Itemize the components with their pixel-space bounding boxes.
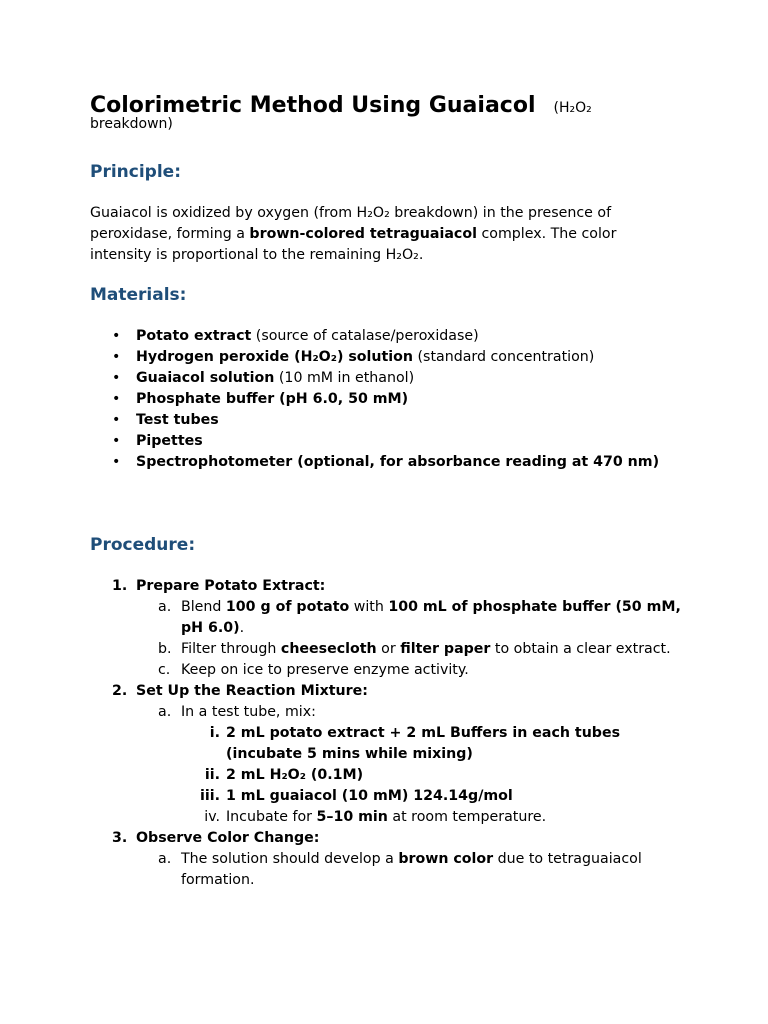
roman-label: iv. <box>204 809 220 825</box>
substep-text: . <box>239 620 245 636</box>
roman-label: iii. <box>200 788 220 804</box>
step-number: 2. <box>112 683 128 699</box>
step-title: Observe Color Change: <box>136 830 320 846</box>
substep-text: due to tetraguaiacol formation. <box>181 851 642 888</box>
bullet-icon: • <box>112 370 121 386</box>
material-name: Guaiacol solution <box>136 370 275 386</box>
procedure-step <box>90 828 690 849</box>
principle-text-2: complex. The color intensity is proportional to the remaining H₂O₂. <box>90 226 617 263</box>
bullet-icon: • <box>112 349 121 365</box>
substep-label: a. <box>158 599 172 615</box>
substep-label: b. <box>158 641 172 657</box>
title-block <box>90 90 690 132</box>
principle-paragraph <box>90 203 670 266</box>
roman-label: i. <box>209 725 220 741</box>
substep-text: The solution should develop a <box>181 851 399 867</box>
substep-text: to obtain a clear extract. <box>490 641 671 657</box>
procedure-step <box>90 576 690 597</box>
substep-bold: 100 mL of phosphate buffer (50 mM, pH 6.0) <box>181 599 681 636</box>
bullet-icon: • <box>112 391 121 407</box>
substep-label: a. <box>158 851 172 867</box>
roman-text: at room temperature. <box>387 809 547 825</box>
bullet-icon: • <box>112 328 121 344</box>
roman-bold: 1 mL guaiacol (10 mM) 124.14g/mol <box>226 788 513 804</box>
material-detail: (source of catalase/peroxidase) <box>251 328 479 344</box>
roman-item <box>90 807 690 828</box>
substep <box>90 660 690 681</box>
material-detail: (10 mM in ethanol) <box>274 370 415 386</box>
principle-heading: Principle: <box>90 162 182 182</box>
procedure-list <box>90 576 690 891</box>
list-item <box>90 389 670 410</box>
material-name: Potato extract <box>136 328 252 344</box>
title-note-continued: breakdown) <box>90 116 173 132</box>
step-title: Prepare Potato Extract: <box>136 578 326 594</box>
list-item <box>90 410 670 431</box>
substep-text: or <box>376 641 401 657</box>
roman-label: ii. <box>204 767 220 783</box>
bullet-icon: • <box>112 433 121 449</box>
substep-label: c. <box>158 662 171 678</box>
list-item <box>90 431 670 452</box>
substep-bold: cheesecloth <box>280 641 377 657</box>
roman-text: Incubate for <box>226 809 317 825</box>
material-name: Phosphate buffer (pH 6.0, 50 mM) <box>136 391 409 407</box>
material-name: Hydrogen peroxide (H₂O₂) solution <box>136 349 414 365</box>
substep-text: In a test tube, mix: <box>181 704 316 720</box>
roman-bold: 2 mL H₂O₂ (0.1M) <box>226 767 364 783</box>
substep-text: Blend <box>181 599 226 615</box>
list-item <box>90 368 670 389</box>
procedure-heading: Procedure: <box>90 535 196 555</box>
substep <box>90 849 690 891</box>
list-item <box>90 326 670 347</box>
roman-item <box>90 786 690 807</box>
roman-bold: 2 mL potato extract + 2 mL Buffers in each tubes (incubate 5 mins while mixing) <box>226 725 621 762</box>
materials-list <box>90 326 670 473</box>
roman-item <box>90 765 690 786</box>
list-item <box>90 347 670 368</box>
step-number: 3. <box>112 830 128 846</box>
list-item <box>90 452 670 473</box>
material-name: Test tubes <box>136 412 219 428</box>
principle-text-1: Guaiacol is oxidized by oxygen (from H₂O₂ breakdown) in the presence of peroxidase, forming a <box>90 205 612 242</box>
materials-heading: Materials: <box>90 285 187 305</box>
material-detail: (standard concentration) <box>413 349 595 365</box>
procedure-step <box>90 681 690 702</box>
step-number: 1. <box>112 578 128 594</box>
principle-bold: brown-colored tetraguaiacol <box>249 226 477 242</box>
substep-text: with <box>349 599 389 615</box>
substep-bold: 100 g of potato <box>225 599 350 615</box>
substep-bold: brown color <box>398 851 494 867</box>
bullet-icon: • <box>112 454 121 470</box>
title-note: (H₂O₂ <box>553 100 592 116</box>
material-name: Spectrophotometer (optional, for absorbance reading at 470 nm) <box>136 454 660 470</box>
substep <box>90 597 690 639</box>
page-title: Colorimetric Method Using Guaiacol <box>90 93 536 118</box>
roman-bold: 5–10 min <box>316 809 388 825</box>
roman-item <box>90 723 690 765</box>
substep <box>90 702 690 723</box>
substep-bold: filter paper <box>400 641 491 657</box>
substep-text: Filter through <box>181 641 281 657</box>
material-name: Pipettes <box>136 433 203 449</box>
substep-text: Keep on ice to preserve enzyme activity. <box>181 662 469 678</box>
bullet-icon: • <box>112 412 121 428</box>
substep-label: a. <box>158 704 172 720</box>
step-title: Set Up the Reaction Mixture: <box>136 683 368 699</box>
substep <box>90 639 690 660</box>
